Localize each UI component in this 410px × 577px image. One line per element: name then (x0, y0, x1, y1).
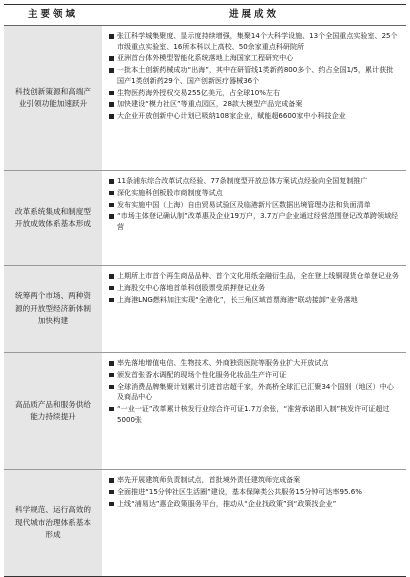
list-item: 11条浦东综合改革试点经验、77条制度型开放总体方案试点经验向全国复制推广 (106, 176, 400, 187)
row-category: 改革系统集成和制度型开放成效体系基本形成 (4, 171, 102, 265)
square-bullet-icon (106, 499, 117, 510)
square-bullet-icon (106, 53, 117, 64)
square-bullet-icon (106, 176, 117, 187)
square-bullet-icon (106, 88, 117, 99)
square-bullet-icon (106, 200, 117, 211)
row-category: 科技创新策源和高端产业引领功能加速跃升 (4, 26, 102, 170)
list-item: 颁发首张香水调配的现场个性化服务化妆品生产许可证 (106, 370, 400, 381)
list-item: 亚洲首台体外模型智能化系统落地上海国家工程研究中心 (106, 53, 400, 64)
header-domain: 主要领域 (27, 9, 78, 20)
list-item: 全面推进“15分钟社区生活圈”建设，基本保障类公共服务15分钟可达率95.6% (106, 487, 400, 498)
square-bullet-icon (106, 358, 117, 369)
list-item: 率先开展建筑师负责制试点，首批境外责任建筑师完成备案 (106, 475, 400, 486)
list-item: 上海港LNG燃料加注实现“全港化”，长三角区域首票海港“联动接卸”业务落地 (106, 295, 400, 306)
row-category: 统筹两个市场、两种资源的开放型经济新体制加快构建 (4, 266, 102, 352)
list-item: 大企业开放创新中心计划已吸纳108家企业，赋能超6600家中小科技企业 (106, 111, 400, 122)
square-bullet-icon (106, 111, 117, 122)
row-category: 科学规范、运行高效的现代城市治理体系基本形成 (4, 470, 102, 576)
square-bullet-icon (106, 31, 117, 52)
list-item: “一业一证”改革累计核发行业综合许可证1.7万余张，“准营承诺即入制”核发许可证超过5000张 (106, 404, 400, 425)
table-row (4, 26, 406, 171)
square-bullet-icon (106, 99, 117, 110)
square-bullet-icon (106, 283, 117, 294)
progress-table (4, 4, 406, 577)
table-header (4, 5, 406, 26)
row-items (102, 171, 406, 265)
list-item: 上海股交中心落地首单科创股票受质押登记业务 (106, 283, 400, 294)
square-bullet-icon (106, 295, 117, 306)
list-item: 全球消费品牌集聚计划累计引进首店超千家，外高桥全球汇已汇聚34个国别（地区）中心及商品中心 (106, 382, 400, 403)
list-item: 张江科学城集聚度、显示度持续增强，集聚14个大科学设施、13个全国重点实验室、25个市级重点实验室、16所本科以上高校、50余家重点科研院所 (106, 31, 400, 52)
list-item: “市场主体登记确认制”改革惠及企业19万户，3.7万户企业通过经营范围登记改革跨领域经营 (106, 211, 400, 232)
table-row (4, 266, 406, 353)
list-item: 生物医药海外授权交易255亿美元，占全球10%左右 (106, 88, 400, 99)
table-row (4, 470, 406, 576)
row-category: 高品质产品和服务供给能力持续提升 (4, 353, 102, 469)
square-bullet-icon (106, 370, 117, 381)
row-items (102, 353, 406, 469)
square-bullet-icon (106, 404, 117, 425)
square-bullet-icon (106, 65, 117, 86)
row-items (102, 266, 406, 352)
list-item: 率先落地增值电信、生物技术、外商独资医院等服务业扩大开放试点 (106, 358, 400, 369)
square-bullet-icon (106, 271, 117, 282)
square-bullet-icon (106, 475, 117, 486)
list-item: 深化实施科创板股市商制度等试点 (106, 188, 400, 199)
list-item: 发布实施中国（上海）自由贸易试验区及临港新片区数据出境管理办法和负面清单 (106, 200, 400, 211)
table-row (4, 171, 406, 266)
square-bullet-icon (106, 382, 117, 403)
list-item: 加快建设“模力社区”等重点园区，28款大模型产品完成备案 (106, 99, 400, 110)
list-item: 一批本土创新药械成功“出海”，其中在研管线1类新药800多个、约占全国1/5，累计获批国产1类创新药29个、国产创新医疗器械36个 (106, 65, 400, 86)
square-bullet-icon (106, 487, 117, 498)
table-row (4, 353, 406, 470)
list-item: 上线“浦易达”惠企政策服务平台，推动从“企业找政策”到“政策找企业” (106, 499, 400, 510)
row-items (102, 470, 406, 576)
header-results: 进展成效 (228, 9, 279, 20)
list-item: 上期所上市首个再生商品品种、首个文化用纸金融衍生品，全在登上线铜现货仓单登记业务 (106, 271, 400, 282)
row-items (102, 26, 406, 170)
square-bullet-icon (106, 188, 117, 199)
square-bullet-icon (106, 211, 117, 232)
